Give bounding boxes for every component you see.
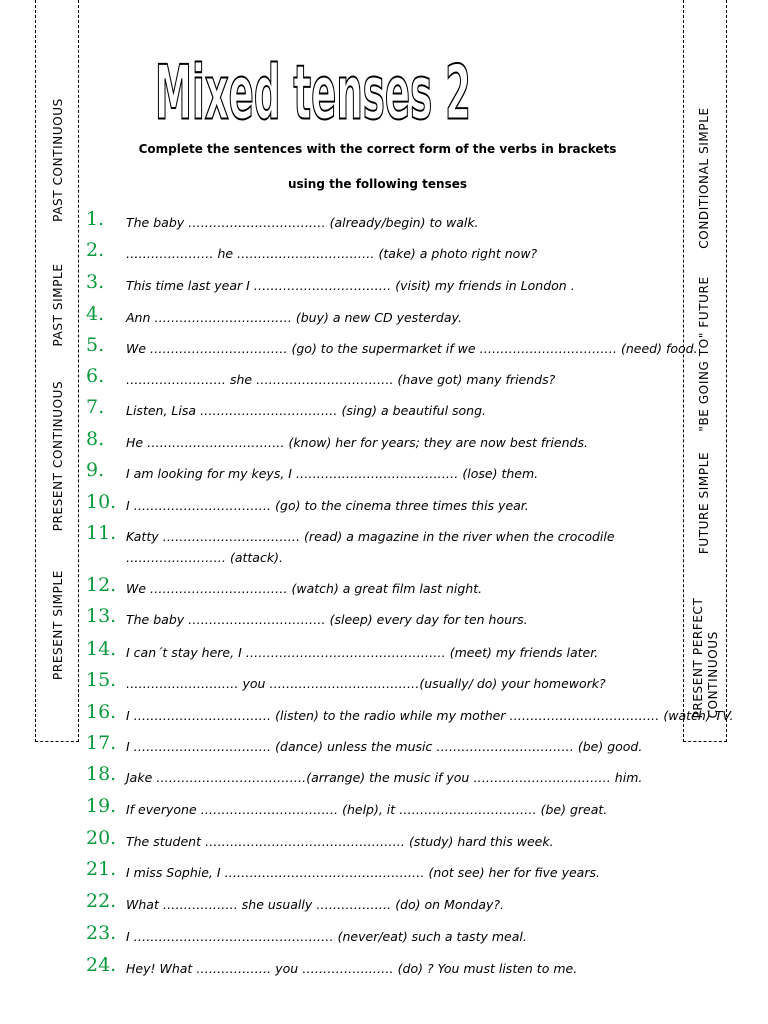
exercise-number: 12. — [86, 574, 117, 596]
exercise-number: 16. — [86, 701, 117, 723]
tense-continuous-line: CONTINUOUS — [706, 631, 720, 719]
exercise-sentence: The baby …………………………… (already/begin) to walk. — [126, 215, 479, 230]
exercise-number: 14. — [86, 638, 117, 660]
exercise-number: 19. — [86, 795, 117, 817]
exercise-number: 4. — [86, 303, 105, 325]
exercise-sentence: We …………………………… (watch) a great film last night. — [126, 581, 483, 596]
exercise-sentence: Katty …………………………… (read) a magazine in the river when the crocodile …………………… (attack). — [126, 529, 615, 565]
worksheet-title-text: Mixed tenses 2 — [155, 50, 472, 138]
exercise-number: 18. — [86, 763, 117, 785]
exercise-sentence: I miss Sophie, I ………………………………………… (not see) her for five years. — [126, 865, 600, 880]
tense-past-continuous: PAST CONTINUOUS — [51, 98, 65, 222]
exercise-sentence: I …………………………… (listen) to the radio while my mother ……………………………… (watch) TV. — [126, 708, 734, 723]
exercise-number: 9. — [86, 459, 105, 481]
exercise-sentence: ……………………… you ………………………………(usually/ do) your homework? — [126, 676, 606, 691]
exercise-number: 15. — [86, 669, 117, 691]
exercise-number: 13. — [86, 605, 117, 627]
left-tenses-box — [35, 0, 79, 742]
exercise-number: 3. — [86, 271, 105, 293]
exercise-number: 17. — [86, 732, 117, 754]
exercise-sentence: Hey! What ……………… you …………….…… (do) ? You must listen to me. — [126, 961, 578, 976]
exercise-sentence: I am looking for my keys, I ………………………………… (lose) them. — [126, 466, 539, 481]
exercise-number: 2. — [86, 239, 105, 261]
exercise-number: 10. — [86, 491, 117, 513]
exercise-number: 20. — [86, 827, 117, 849]
tense-future-simple: FUTURE SIMPLE — [697, 451, 711, 555]
exercise-sentence: If everyone …………………………… (help), it …………………………… (be) great. — [126, 802, 608, 817]
exercise-number: 5. — [86, 334, 105, 356]
exercise-sentence: Listen, Lisa …………………………… (sing) a beautiful song. — [126, 403, 487, 418]
instructions-line-1: Complete the sentences with the correct form of the verbs in brackets — [138, 142, 617, 156]
exercise-number: 22. — [86, 890, 117, 912]
exercise-number: 1. — [86, 208, 105, 230]
tense-present-continuous: PRESENT CONTINUOUS — [51, 380, 65, 532]
exercise-sentence: I ………………………………………… (never/eat) such a tasty meal. — [126, 929, 527, 944]
exercise-sentence: Jake ………………………………(arrange) the music if you …………………………… him. — [126, 770, 643, 785]
exercise-number: 8. — [86, 428, 105, 450]
exercise-number: 21. — [86, 858, 117, 880]
tense-present-simple: PRESENT SIMPLE — [51, 570, 65, 680]
exercise-number: 6. — [86, 365, 105, 387]
exercise-sentence: I …………………………… (go) to the cinema three times this year. — [126, 498, 529, 513]
exercise-sentence: …………………… she …………………………… (have got) many friends? — [126, 372, 556, 387]
instructions-line-2: using the following tenses — [288, 177, 467, 191]
exercise-number: 11. — [86, 522, 117, 544]
exercise-sentence: The baby …………………………… (sleep) every day for ten hours. — [126, 612, 528, 627]
right-tenses-box — [683, 0, 727, 742]
tense-conditional-simple: CONDITIONAL SIMPLE — [697, 107, 711, 249]
exercise-sentence: He …………………………… (know) her for years; they are now best friends. — [126, 435, 588, 450]
exercise-sentence: The student ………………………………………… (study) hard this week. — [126, 834, 554, 849]
worksheet-title — [155, 50, 475, 138]
exercise-sentence: Ann …………………………… (buy) a new CD yesterday. — [126, 310, 462, 325]
exercise-number: 7. — [86, 396, 105, 418]
tense-present-perfect-line: PRESENT PERFECT — [691, 597, 705, 719]
exercise-sentence: What ……………… she usually ……………… (do) on Monday?. — [126, 897, 505, 912]
exercise-number: 24. — [86, 954, 117, 976]
tense-present-perfect-continuous — [691, 598, 721, 719]
exercise-sentence: I can´t stay here, I ………………………………………… (meet) my friends later. — [126, 645, 599, 660]
exercise-sentence: We …………………………… (go) to the supermarket if we …………………………… (need) food. — [126, 341, 698, 356]
exercise-number: 23. — [86, 922, 117, 944]
exercise-sentence: ………………… he …………………………… (take) a photo right now? — [126, 246, 538, 261]
tense-past-simple: PAST SIMPLE — [51, 263, 65, 347]
exercise-sentence: This time last year I …………………………… (visit) my friends in London . — [126, 278, 575, 293]
tense-be-going-to-future: "BE GOING TO" FUTURE — [697, 276, 711, 432]
exercise-sentence: I …………………………… (dance) unless the music …………………………… (be) good. — [126, 739, 643, 754]
